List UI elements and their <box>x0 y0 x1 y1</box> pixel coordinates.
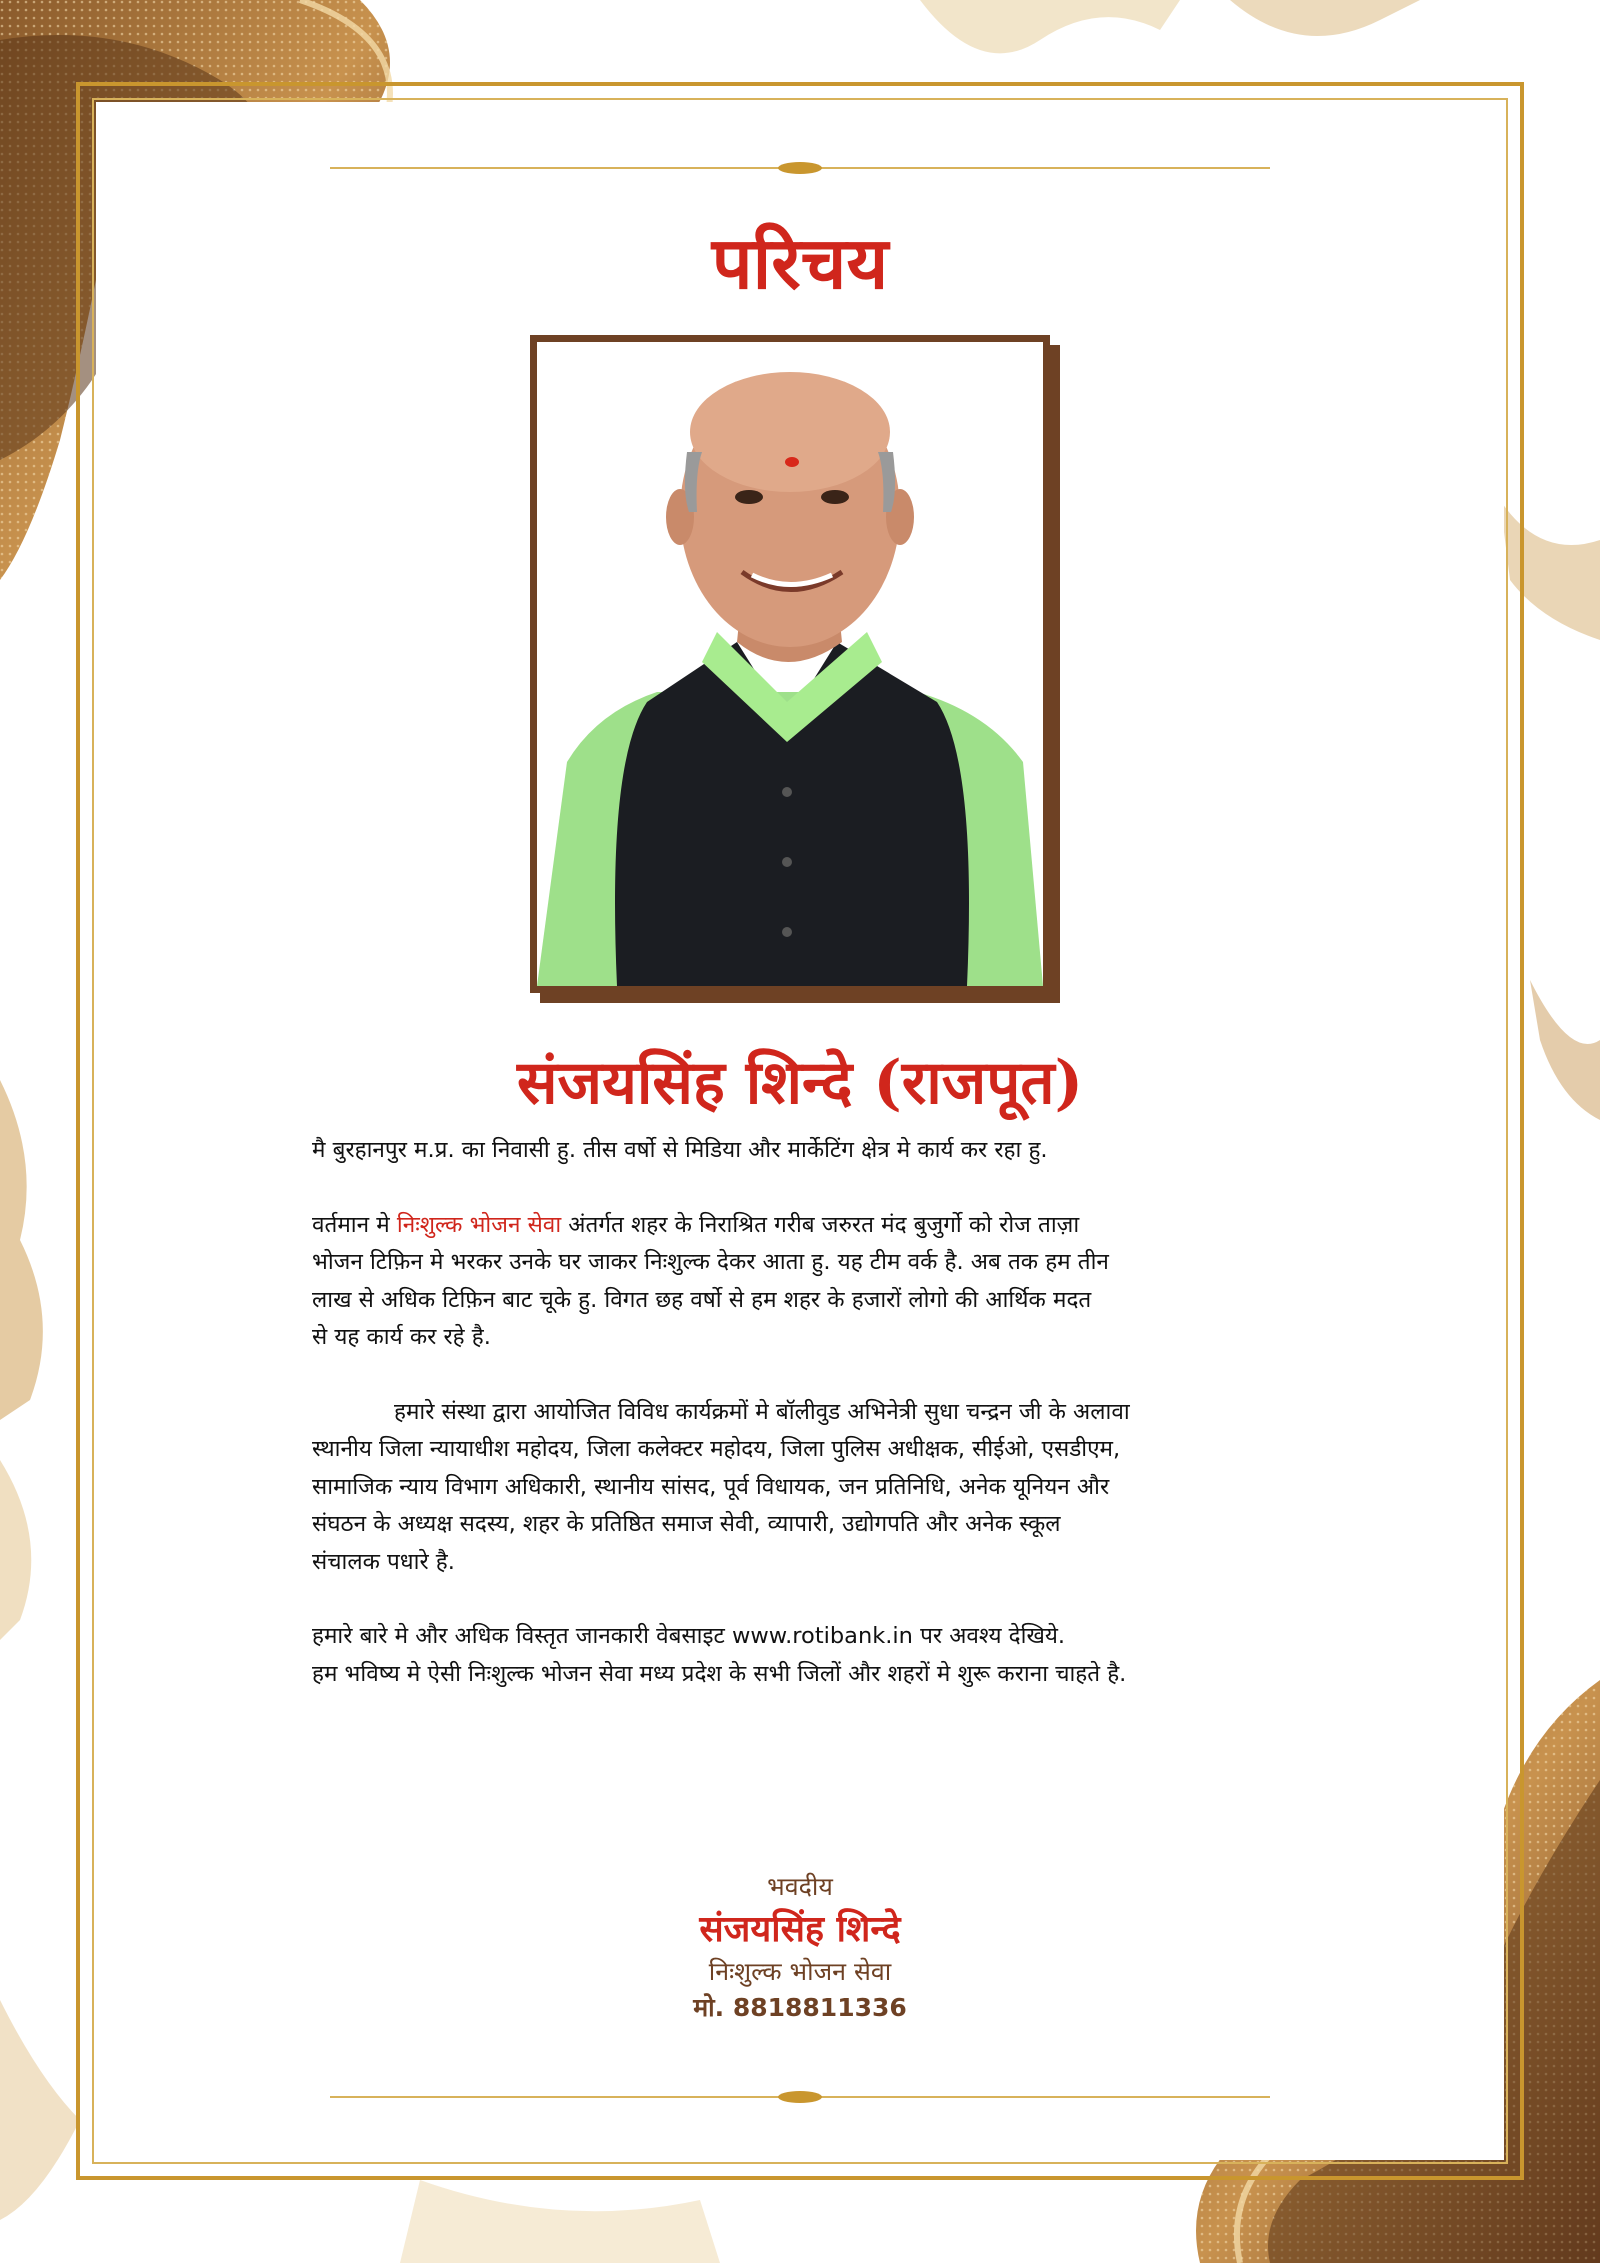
portrait-photo-frame <box>530 335 1050 993</box>
paragraph-3-line-3: सामाजिक न्याय विभाग अधिकारी, स्थानीय सांसद, पूर्व विधायक, जन प्रतिनिधि, अनेक यूनियन और <box>312 1473 1110 1500</box>
salutation: भवदीय <box>767 1872 833 1901</box>
introduction-text <box>312 1132 1292 1693</box>
paragraph-4-line-1: हमारे बारे मे और अधिक विस्तृत जानकारी वेबसाइट www.rotibank.in पर अवश्य देखिये. <box>312 1623 1066 1649</box>
mobile-number: मो. 8818811336 <box>693 1993 907 2022</box>
paragraph-2-line-4: से यह कार्य कर रहे है. <box>312 1324 491 1350</box>
organisation-name: निःशुल्क भोजन सेवा <box>708 1957 892 1986</box>
paragraph-2-line-1 <box>312 1207 1292 1245</box>
page-title: परिचय <box>711 220 889 305</box>
paragraph-2-line-2: भोजन टिफ़िन मे भरकर उनके घर जाकर निःशुल्क देकर आता हु. यह टीम वर्क है. अब तक हम तीन <box>312 1249 1109 1275</box>
signoff-block <box>0 1870 1600 2026</box>
paragraph-2-line-3: लाख से अधिक टिफ़िन बाट चूके हु. विगत छह वर्षो से हम शहर के हजारों लोगो की आर्थिक मदत <box>312 1286 1092 1313</box>
p2-line1-rest: अंतर्गत शहर के निराश्रित गरीब जरुरत मंद बुजुर्गो को रोज ताज़ा <box>561 1211 1080 1238</box>
paragraph-3-line-4: संघठन के अध्यक्ष सदस्य, शहर के प्रतिष्ठित समाज सेवी, व्यापारी, उद्योगपति और अनेक स्कूल <box>312 1511 1061 1537</box>
paragraph-3-line-5: संचालक पधारे है. <box>312 1548 455 1575</box>
p2-prefix: वर्तमान मे <box>312 1211 397 1238</box>
paragraph-4-line-2: हम भविष्य मे ऐसी निःशुल्क भोजन सेवा मध्य प्रदेश के सभी जिलों और शहरों मे शुरू कराना चाहते है. <box>312 1660 1127 1687</box>
portrait-photo <box>537 342 1043 986</box>
service-name-highlight: निःशुल्क भोजन सेवा <box>396 1211 562 1238</box>
person-name: संजयसिंह शिन्दे (राजपूत) <box>516 1048 1083 1118</box>
paragraph-3-line-1: हमारे संस्था द्वारा आयोजित विविध कार्यक्रमों मे बॉलीवुड अभिनेत्री सुधा चन्द्रन जी के अलावा <box>394 1398 1130 1425</box>
paragraph-1: मै बुरहानपुर म.प्र. का निवासी हु. तीस वर्षो से मिडिया और मार्केटिंग क्षेत्र मे कार्य कर रहा हु. <box>312 1137 1048 1163</box>
portrait-illustration <box>537 342 1043 986</box>
paragraph-3-line-2: स्थानीय जिला न्यायाधीश महोदय, जिला कलेक्टर महोदय, जिला पुलिस अधीक्षक, सीईओ, एसडीएम, <box>312 1436 1121 1462</box>
signature-name: संजयसिंह शिन्दे <box>699 1908 901 1950</box>
